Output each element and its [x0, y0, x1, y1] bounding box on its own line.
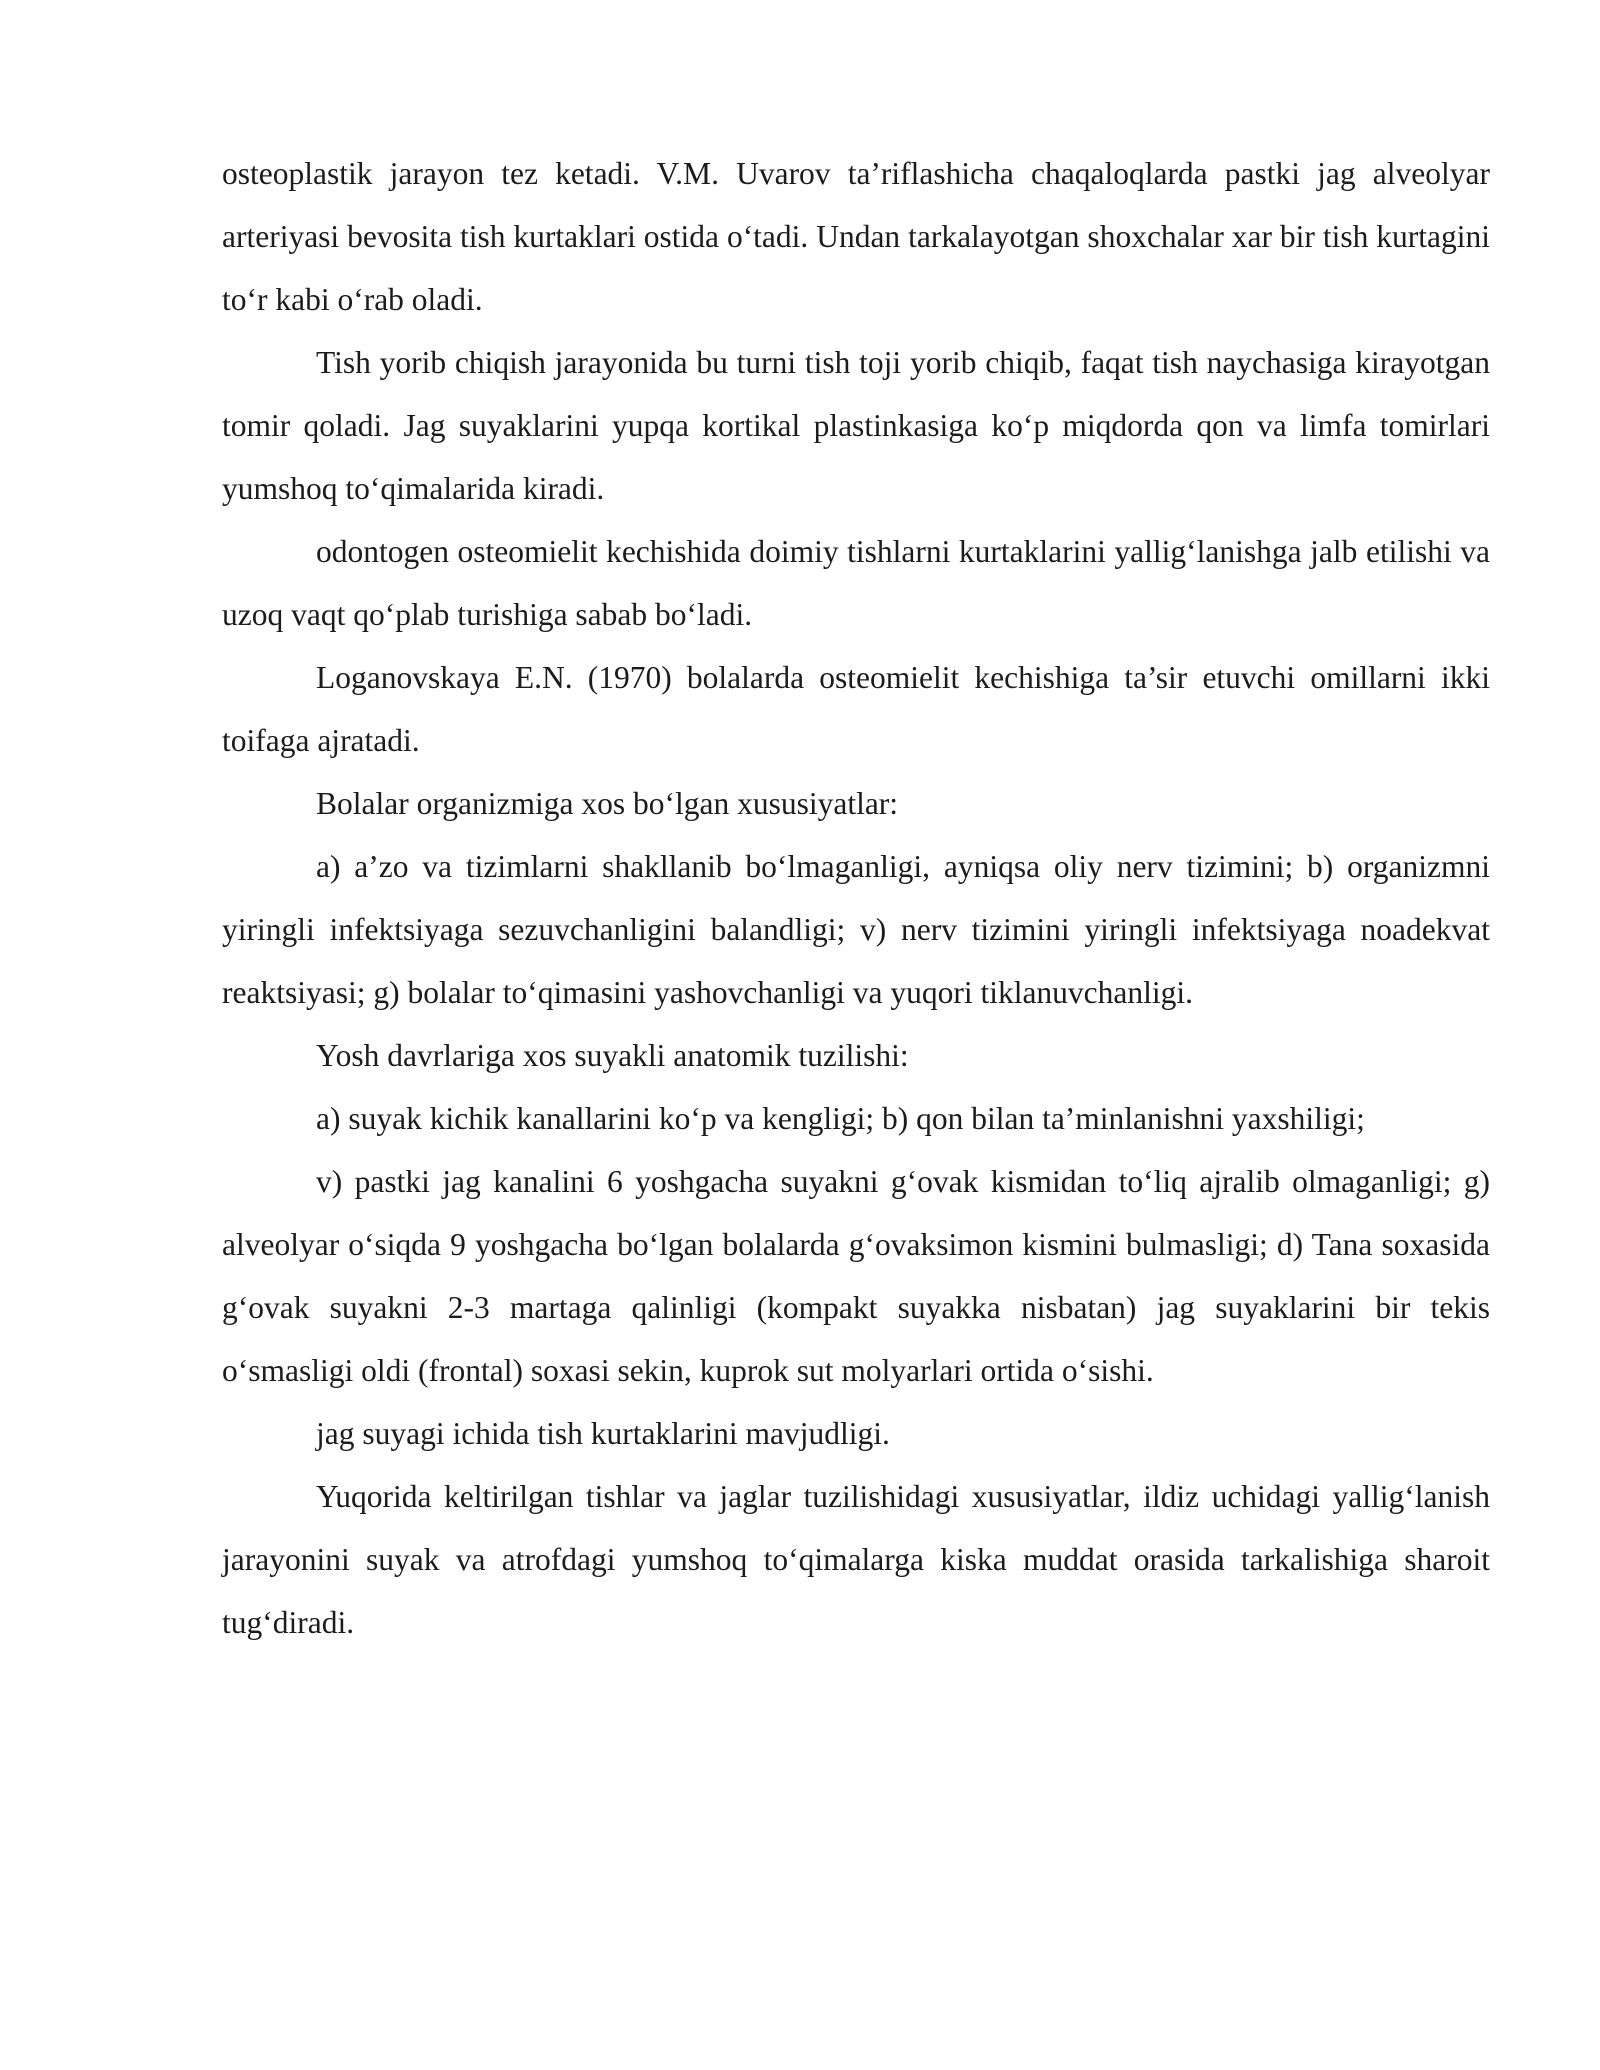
paragraph-continuation: osteoplastik jarayon tez ketadi. V.M. Uvarov ta’riflashicha chaqaloqlarda pastki jag alveolyar arteriyasi bevosita tish kurtaklari ostida o‘tadi. Undan tarkalayotgan shoxchalar xar bir tish kurtagini to‘r kabi o‘rab oladi.	[222, 156, 1490, 317]
paragraph: jag suyagi ichida tish kurtaklarini mavjudligi.	[316, 1416, 890, 1451]
paragraph: a) suyak kichik kanallarini ko‘p va kengligi; b) qon bilan ta’minlanishni yaxshiligi;	[316, 1101, 1365, 1136]
paragraph: Loganovskaya E.N. (1970) bolalarda osteomielit kechishiga ta’sir etuvchi omillarni ikki toifaga ajratadi.	[222, 660, 1490, 758]
paragraph: odontogen osteomielit kechishida doimiy tishlarni kurtaklarini yallig‘lanishga jalb etilishi va uzoq vaqt qo‘plab turishiga sabab bo‘ladi.	[222, 534, 1490, 632]
paragraph: Bolalar organizmiga xos bo‘lgan xususiyatlar:	[316, 786, 899, 821]
paragraph: v) pastki jag kanalini 6 yoshgacha suyakni g‘ovak kismidan to‘liq ajralib olmaganligi; g) alveolyar o‘siqda 9 yoshgacha bo‘lgan bolalarda g‘ovaksimon kismini bulmasligi; d) Tana soxasida g‘ovak suyakni 2-3 martaga qalinligi (kompakt suyakka nisbatan) jag suyaklarini bir tekis o‘smasligi oldi (frontal) soxasi sekin, kuprok sut molyarlari ortida o‘sishi.	[222, 1164, 1490, 1388]
paragraph: Yuqorida keltirilgan tishlar va jaglar tuzilishidagi xususiyatlar, ildiz uchidagi yallig‘lanish jarayonini suyak va atrofdagi yumshoq to‘qimalarga kiska muddat orasida tarkalishiga sharoit tug‘diradi.	[222, 1479, 1490, 1640]
paragraph: Tish yorib chiqish jarayonida bu turni tish toji yorib chiqib, faqat tish naychasiga kirayotgan tomir qoladi. Jag suyaklarini yupqa kortikal plastinkasiga ko‘p miqdorda qon va limfa tomirlari yumshoq to‘qimalarida kiradi.	[222, 345, 1490, 506]
document-body	[222, 142, 1490, 1654]
paragraph: Yosh davrlariga xos suyakli anatomik tuzilishi:	[316, 1038, 909, 1073]
paragraph: a) a’zo va tizimlarni shakllanib bo‘lmaganligi, ayniqsa oliy nerv tizimini; b) organizmni yiringli infektsiyaga sezuvchanligini balandligi; v) nerv tizimini yiringli infektsiyaga noadekvat reaktsiyasi; g) bolalar to‘qimasini yashovchanligi va yuqori tiklanuvchanligi.	[222, 849, 1490, 1010]
